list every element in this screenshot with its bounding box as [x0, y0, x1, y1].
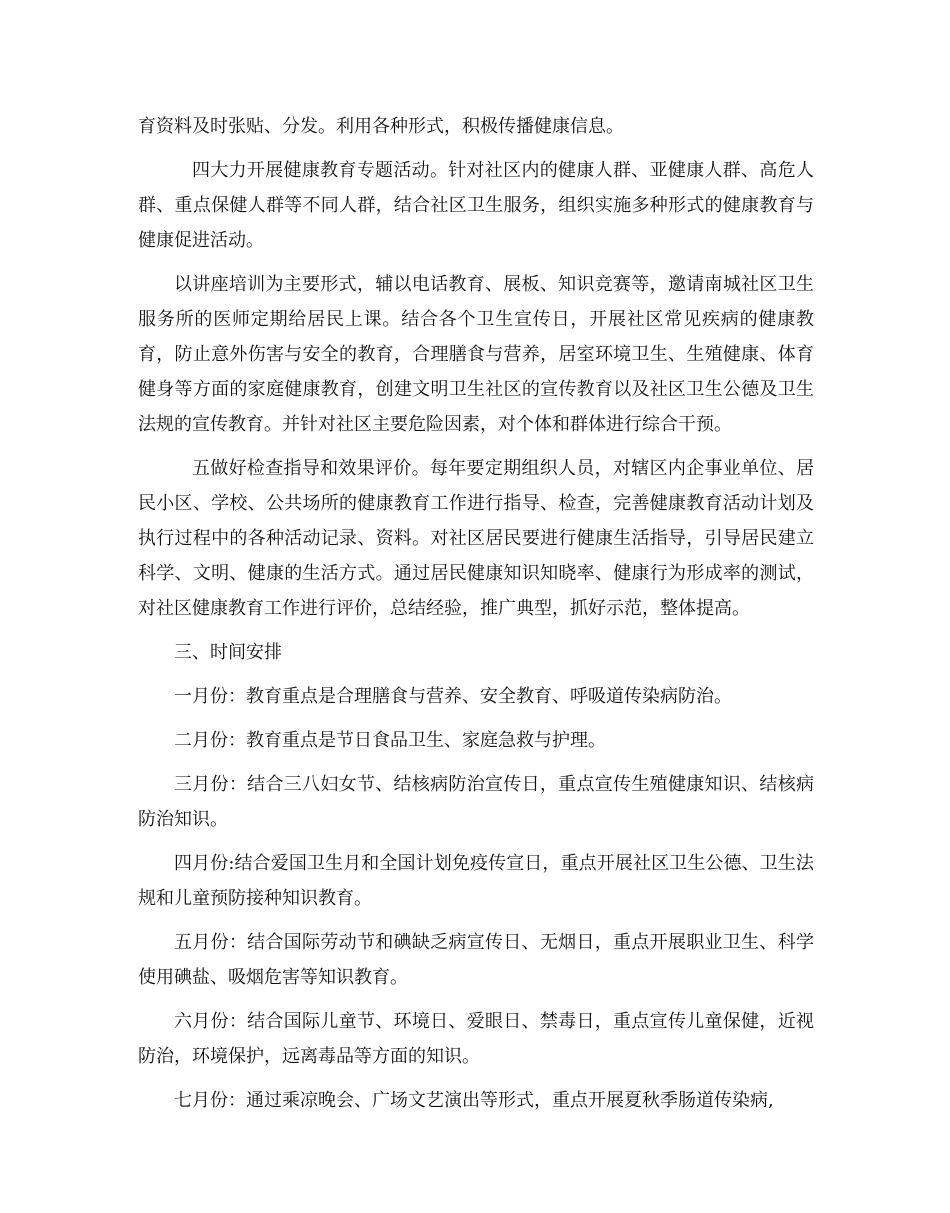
paragraph-lectures: 以讲座培训为主要形式，辅以电话教育、展板、知识竞赛等，邀请南城社区卫生服务所的医师定期给居民上课。结合各个卫生宣传日，开展社区常见疾病的健康教育，防止意外伤害与安全的教育，合理膳食与营养，居室环境卫生、生殖健康、体育健身等方面的家庭健康教育，创建文明卫生社区的宣传教育以及社区卫生公德及卫生法规的宣传教育。并针对社区主要危险因素，对个体和群体进行综合干预。 [138, 274, 814, 435]
paragraph-april: 四月份:结合爱国卫生月和全国计划免疫传宣日，重点开展社区卫生公德、卫生法规和儿童预防接种知识教育。 [138, 853, 814, 909]
paragraph-february: 二月份：教育重点是节日食品卫生、家庭急救与护理。 [174, 730, 606, 751]
heading-schedule: 三、时间安排 [174, 642, 282, 663]
paragraph-1: 育资料及时张贴、分发。利用各种形式，积极传播健康信息。 [138, 116, 624, 137]
paragraph-june: 六月份：结合国际儿童节、环境日、爱眼日、禁毒日，重点宣传儿童保健，近视防治，环境保护，远离毒品等方面的知识。 [138, 1011, 814, 1067]
paragraph-may: 五月份：结合国际劳动节和碘缺乏病宣传日、无烟日，重点开展职业卫生、科学使用碘盐、吸烟危害等知识教育。 [138, 932, 814, 988]
paragraph-january: 一月份：教育重点是合理膳食与营养、安全教育、呼吸道传染病防治。 [174, 686, 732, 707]
paragraph-section-five: 五做好检查指导和效果评价。每年要定期组织人员，对辖区内企事业单位、居民小区、学校、公共场所的健康教育工作进行指导、检查，完善健康教育活动计划及执行过程中的各种活动记录、资料。对社区居民要进行健康生活指导，引导居民建立科学、文明、健康的生活方式。通过居民健康知识知晓率、健康行为形成率的测试，对社区健康教育工作进行评价，总结经验，推广典型，抓好示范，整体提高。 [138, 458, 814, 619]
paragraph-section-four: 四大力开展健康教育专题活动。针对社区内的健康人群、亚健康人群、高危人群、重点保健人群等不同人群，结合社区卫生服务，组织实施多种形式的健康教育与健康促进活动。 [138, 160, 814, 251]
paragraph-july: 七月份：通过乘凉晚会、广场文艺演出等形式，重点开展夏秋季肠道传染病, [174, 1090, 774, 1111]
paragraph-march: 三月份：结合三八妇女节、结核病防治宣传日，重点宣传生殖健康知识、结核病防治知识。 [138, 774, 814, 830]
document-body [138, 109, 814, 1127]
